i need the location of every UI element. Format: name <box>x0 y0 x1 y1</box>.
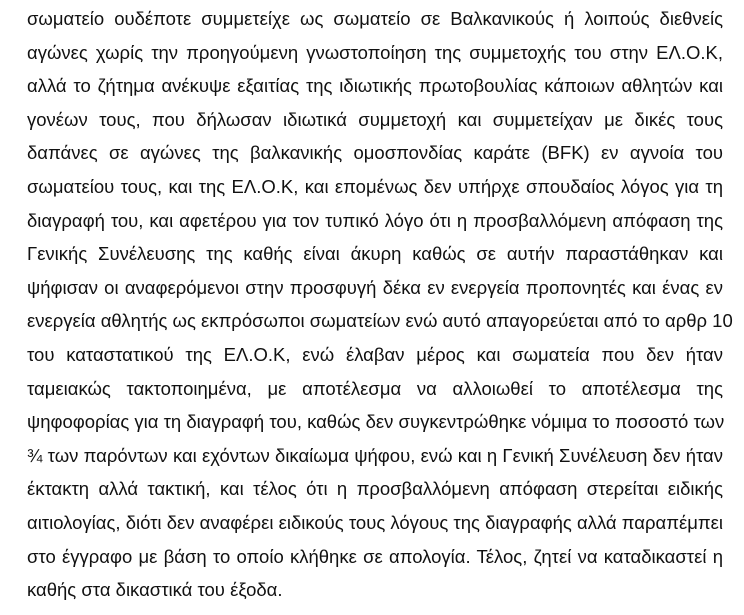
text-line: Γενικής Συνέλευσης της καθής είναι άκυρη καθώς σε αυτήν παραστάθηκαν και <box>27 243 723 265</box>
text-line: σωματείου τους, και της ΕΛ.Ο.Κ, και επομένως δεν υπήρχε σπουδαίος λόγος για τη <box>27 175 723 197</box>
text-line: αλλά το ζήτημα ανέκυψε εξαιτίας της ιδιωτικής πρωτοβουλίας κάποιων αθλητών και <box>27 75 723 97</box>
text-line: ταμειακώς τακτοποιημένα, με αποτέλεσμα να αλλοιωθεί το αποτέλεσμα της <box>27 377 723 399</box>
text-line: σωματείο ουδέποτε συμμετείχε ως σωματείο σε Βαλκανικούς ή λοιπούς διεθνείς <box>27 8 723 29</box>
text-line: ψήφισαν οι αναφερόμενοι στην προσφυγή δέκα εν ενεργεία προπονητές και ένας εν <box>27 276 723 298</box>
text-line: έκτακτη αλλά τακτική, και τέλος ότι η προσβαλλόμενη απόφαση στερείται ειδικής <box>27 478 723 500</box>
text-line: διαγραφή του, και αφετέρου για τον τυπικό λόγο ότι η προσβαλλόμενη απόφαση της <box>27 209 723 231</box>
text-line-last: καθής στα δικαστικά του έξοδα. <box>27 579 283 601</box>
text-line: στο έγγραφο με βάση το οποίο κλήθηκε σε απολογία. Τέλος, ζητεί να καταδικαστεί η <box>27 545 723 567</box>
body-paragraph <box>27 2 733 607</box>
text-line: δαπάνες σε αγώνες της βαλκανικής ομοσπονδίας καράτε (BFK) εν αγνοία του <box>27 142 723 164</box>
text-line: αγώνες χωρίς την προηγούμενη γνωστοποίηση της συμμετοχής του στην ΕΛ.Ο.Κ, <box>27 41 723 63</box>
text-line: ψηφοφορίας για τη διαγραφή του, καθώς δεν συγκεντρώθηκε νόμιμα το ποσοστό των <box>27 411 725 433</box>
text-line: αιτιολογίας, διότι δεν αναφέρει ειδικούς τους λόγους της διαγραφής αλλά παραπέμπει <box>27 511 723 533</box>
text-line: ενεργεία αθλητής ως εκπρόσωποι σωματείων ενώ αυτό απαγορεύεται από το αρθρ 10 <box>27 310 733 332</box>
text-line: γονέων τους, που δήλωσαν ιδιωτικά συμμετοχή και συμμετείχαν με δικές τους <box>27 108 723 130</box>
text-line: ¾ των παρόντων και εχόντων δικαίωμα ψήφου, ενώ και η Γενική Συνέλευση δεν ήταν <box>27 444 723 466</box>
text-line: του καταστατικού της ΕΛ.Ο.Κ, ενώ έλαβαν μέρος και σωματεία που δεν ήταν <box>27 343 723 365</box>
